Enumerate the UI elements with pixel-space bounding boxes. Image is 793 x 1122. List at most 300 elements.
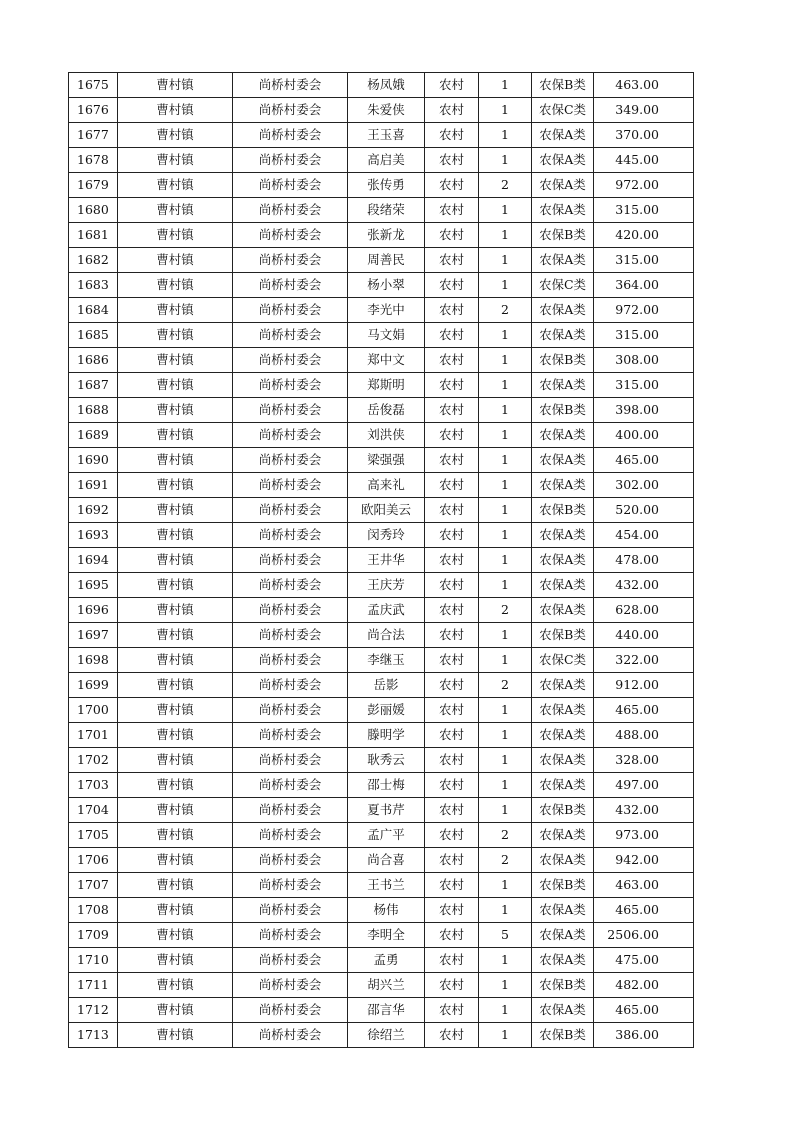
amount-cell: 465.00 [594, 698, 694, 723]
insurance-category-cell: 农保A类 [532, 823, 594, 848]
row-number: 1691 [69, 473, 118, 498]
household-count-cell: 1 [479, 948, 532, 973]
name-cell: 梁强强 [348, 448, 425, 473]
table-row [69, 98, 694, 123]
household-count-cell: 1 [479, 323, 532, 348]
row-number: 1697 [69, 623, 118, 648]
area-type-cell: 农村 [425, 773, 479, 798]
area-type-cell: 农村 [425, 898, 479, 923]
area-type-cell: 农村 [425, 573, 479, 598]
area-type-cell: 农村 [425, 998, 479, 1023]
amount-cell: 465.00 [594, 448, 694, 473]
table-row [69, 848, 694, 873]
village-cell: 尚桥村委会 [233, 523, 348, 548]
row-number: 1696 [69, 598, 118, 623]
village-cell: 尚桥村委会 [233, 648, 348, 673]
table-row [69, 198, 694, 223]
household-count-cell: 1 [479, 973, 532, 998]
amount-cell: 322.00 [594, 648, 694, 673]
name-cell: 张传勇 [348, 173, 425, 198]
amount-cell: 420.00 [594, 223, 694, 248]
insurance-category-cell: 农保B类 [532, 973, 594, 998]
insurance-category-cell: 农保A类 [532, 323, 594, 348]
town-cell: 曹村镇 [118, 273, 233, 298]
amount-cell: 349.00 [594, 98, 694, 123]
insurance-category-cell: 农保A类 [532, 298, 594, 323]
row-number: 1708 [69, 898, 118, 923]
village-cell: 尚桥村委会 [233, 173, 348, 198]
area-type-cell: 农村 [425, 173, 479, 198]
name-cell: 闵秀玲 [348, 523, 425, 548]
town-cell: 曹村镇 [118, 623, 233, 648]
name-cell: 马文娟 [348, 323, 425, 348]
table-row [69, 173, 694, 198]
row-number: 1687 [69, 373, 118, 398]
insurance-category-cell: 农保A类 [532, 198, 594, 223]
name-cell: 尚合喜 [348, 848, 425, 873]
amount-cell: 386.00 [594, 1023, 694, 1048]
village-cell: 尚桥村委会 [233, 948, 348, 973]
insurance-category-cell: 农保B类 [532, 498, 594, 523]
household-count-cell: 1 [479, 998, 532, 1023]
town-cell: 曹村镇 [118, 348, 233, 373]
row-number: 1699 [69, 673, 118, 698]
name-cell: 邵士梅 [348, 773, 425, 798]
table-row [69, 748, 694, 773]
town-cell: 曹村镇 [118, 823, 233, 848]
household-count-cell: 5 [479, 923, 532, 948]
row-number: 1707 [69, 873, 118, 898]
village-cell: 尚桥村委会 [233, 373, 348, 398]
area-type-cell: 农村 [425, 198, 479, 223]
town-cell: 曹村镇 [118, 798, 233, 823]
village-cell: 尚桥村委会 [233, 298, 348, 323]
name-cell: 孟勇 [348, 948, 425, 973]
insurance-category-cell: 农保A类 [532, 248, 594, 273]
household-count-cell: 2 [479, 673, 532, 698]
area-type-cell: 农村 [425, 423, 479, 448]
village-cell: 尚桥村委会 [233, 973, 348, 998]
table-row [69, 448, 694, 473]
household-count-cell: 1 [479, 98, 532, 123]
row-number: 1684 [69, 298, 118, 323]
insurance-category-cell: 农保A类 [532, 173, 594, 198]
table-row [69, 698, 694, 723]
town-cell: 曹村镇 [118, 173, 233, 198]
name-cell: 孟庆武 [348, 598, 425, 623]
name-cell: 岳俊磊 [348, 398, 425, 423]
village-cell: 尚桥村委会 [233, 748, 348, 773]
amount-cell: 308.00 [594, 348, 694, 373]
amount-cell: 973.00 [594, 823, 694, 848]
town-cell: 曹村镇 [118, 698, 233, 723]
insurance-category-cell: 农保A类 [532, 848, 594, 873]
insurance-category-cell: 农保A类 [532, 723, 594, 748]
area-type-cell: 农村 [425, 948, 479, 973]
area-type-cell: 农村 [425, 648, 479, 673]
row-number: 1676 [69, 98, 118, 123]
town-cell: 曹村镇 [118, 148, 233, 173]
amount-cell: 972.00 [594, 298, 694, 323]
town-cell: 曹村镇 [118, 548, 233, 573]
village-cell: 尚桥村委会 [233, 473, 348, 498]
name-cell: 岳影 [348, 673, 425, 698]
village-cell: 尚桥村委会 [233, 1023, 348, 1048]
insurance-category-cell: 农保A类 [532, 523, 594, 548]
table-row [69, 773, 694, 798]
row-number: 1713 [69, 1023, 118, 1048]
amount-cell: 463.00 [594, 873, 694, 898]
row-number: 1693 [69, 523, 118, 548]
town-cell: 曹村镇 [118, 223, 233, 248]
village-cell: 尚桥村委会 [233, 998, 348, 1023]
household-count-cell: 1 [479, 498, 532, 523]
table-row [69, 523, 694, 548]
household-count-cell: 1 [479, 573, 532, 598]
insurance-category-cell: 农保C类 [532, 273, 594, 298]
table-row [69, 323, 694, 348]
row-number: 1712 [69, 998, 118, 1023]
household-count-cell: 1 [479, 123, 532, 148]
table-row [69, 1023, 694, 1048]
village-cell: 尚桥村委会 [233, 148, 348, 173]
village-cell: 尚桥村委会 [233, 873, 348, 898]
table-row [69, 373, 694, 398]
area-type-cell: 农村 [425, 523, 479, 548]
name-cell: 段绪荣 [348, 198, 425, 223]
village-cell: 尚桥村委会 [233, 773, 348, 798]
town-cell: 曹村镇 [118, 498, 233, 523]
household-count-cell: 1 [479, 773, 532, 798]
row-number: 1686 [69, 348, 118, 373]
row-number: 1692 [69, 498, 118, 523]
row-number: 1685 [69, 323, 118, 348]
name-cell: 邵言华 [348, 998, 425, 1023]
village-cell: 尚桥村委会 [233, 798, 348, 823]
roster-table [68, 72, 694, 1048]
household-count-cell: 1 [479, 373, 532, 398]
insurance-category-cell: 农保A类 [532, 473, 594, 498]
row-number: 1704 [69, 798, 118, 823]
row-number: 1705 [69, 823, 118, 848]
table-row [69, 923, 694, 948]
village-cell: 尚桥村委会 [233, 223, 348, 248]
table-row [69, 823, 694, 848]
area-type-cell: 农村 [425, 673, 479, 698]
household-count-cell: 1 [479, 448, 532, 473]
name-cell: 高来礼 [348, 473, 425, 498]
row-number: 1682 [69, 248, 118, 273]
area-type-cell: 农村 [425, 98, 479, 123]
name-cell: 周善民 [348, 248, 425, 273]
village-cell: 尚桥村委会 [233, 698, 348, 723]
amount-cell: 912.00 [594, 673, 694, 698]
row-number: 1711 [69, 973, 118, 998]
row-number: 1680 [69, 198, 118, 223]
amount-cell: 315.00 [594, 198, 694, 223]
table-row [69, 623, 694, 648]
area-type-cell: 农村 [425, 548, 479, 573]
insurance-category-cell: 农保A类 [532, 773, 594, 798]
amount-cell: 972.00 [594, 173, 694, 198]
household-count-cell: 1 [479, 73, 532, 98]
area-type-cell: 农村 [425, 973, 479, 998]
area-type-cell: 农村 [425, 923, 479, 948]
insurance-category-cell: 农保B类 [532, 398, 594, 423]
table-row [69, 298, 694, 323]
village-cell: 尚桥村委会 [233, 273, 348, 298]
row-number: 1709 [69, 923, 118, 948]
town-cell: 曹村镇 [118, 848, 233, 873]
town-cell: 曹村镇 [118, 73, 233, 98]
name-cell: 王井华 [348, 548, 425, 573]
town-cell: 曹村镇 [118, 948, 233, 973]
town-cell: 曹村镇 [118, 98, 233, 123]
area-type-cell: 农村 [425, 848, 479, 873]
table-row [69, 573, 694, 598]
name-cell: 杨凤娥 [348, 73, 425, 98]
name-cell: 胡兴兰 [348, 973, 425, 998]
household-count-cell: 1 [479, 548, 532, 573]
insurance-category-cell: 农保A类 [532, 923, 594, 948]
row-number: 1675 [69, 73, 118, 98]
amount-cell: 488.00 [594, 723, 694, 748]
village-cell: 尚桥村委会 [233, 848, 348, 873]
table-row [69, 548, 694, 573]
town-cell: 曹村镇 [118, 373, 233, 398]
village-cell: 尚桥村委会 [233, 673, 348, 698]
town-cell: 曹村镇 [118, 598, 233, 623]
town-cell: 曹村镇 [118, 248, 233, 273]
table-row [69, 73, 694, 98]
insurance-category-cell: 农保B类 [532, 873, 594, 898]
area-type-cell: 农村 [425, 823, 479, 848]
table-row [69, 898, 694, 923]
household-count-cell: 1 [479, 748, 532, 773]
area-type-cell: 农村 [425, 248, 479, 273]
area-type-cell: 农村 [425, 748, 479, 773]
household-count-cell: 1 [479, 398, 532, 423]
area-type-cell: 农村 [425, 598, 479, 623]
town-cell: 曹村镇 [118, 123, 233, 148]
table-row [69, 148, 694, 173]
amount-cell: 364.00 [594, 273, 694, 298]
name-cell: 杨小翠 [348, 273, 425, 298]
table-row [69, 648, 694, 673]
town-cell: 曹村镇 [118, 523, 233, 548]
insurance-category-cell: 农保A类 [532, 573, 594, 598]
row-number: 1677 [69, 123, 118, 148]
name-cell: 李继玉 [348, 648, 425, 673]
amount-cell: 465.00 [594, 998, 694, 1023]
household-count-cell: 1 [479, 223, 532, 248]
town-cell: 曹村镇 [118, 673, 233, 698]
row-number: 1701 [69, 723, 118, 748]
town-cell: 曹村镇 [118, 898, 233, 923]
household-count-cell: 1 [479, 423, 532, 448]
town-cell: 曹村镇 [118, 923, 233, 948]
insurance-category-cell: 农保B类 [532, 223, 594, 248]
row-number: 1683 [69, 273, 118, 298]
town-cell: 曹村镇 [118, 198, 233, 223]
amount-cell: 942.00 [594, 848, 694, 873]
village-cell: 尚桥村委会 [233, 448, 348, 473]
village-cell: 尚桥村委会 [233, 348, 348, 373]
town-cell: 曹村镇 [118, 973, 233, 998]
area-type-cell: 农村 [425, 873, 479, 898]
town-cell: 曹村镇 [118, 723, 233, 748]
village-cell: 尚桥村委会 [233, 498, 348, 523]
roster-body [69, 73, 694, 1048]
area-type-cell: 农村 [425, 723, 479, 748]
insurance-category-cell: 农保A类 [532, 548, 594, 573]
household-count-cell: 1 [479, 623, 532, 648]
area-type-cell: 农村 [425, 698, 479, 723]
village-cell: 尚桥村委会 [233, 423, 348, 448]
area-type-cell: 农村 [425, 373, 479, 398]
area-type-cell: 农村 [425, 148, 479, 173]
row-number: 1710 [69, 948, 118, 973]
amount-cell: 454.00 [594, 523, 694, 548]
household-count-cell: 1 [479, 523, 532, 548]
row-number: 1681 [69, 223, 118, 248]
amount-cell: 302.00 [594, 473, 694, 498]
area-type-cell: 农村 [425, 298, 479, 323]
name-cell: 刘洪侠 [348, 423, 425, 448]
household-count-cell: 1 [479, 648, 532, 673]
table-row [69, 473, 694, 498]
area-type-cell: 农村 [425, 273, 479, 298]
town-cell: 曹村镇 [118, 773, 233, 798]
area-type-cell: 农村 [425, 798, 479, 823]
town-cell: 曹村镇 [118, 998, 233, 1023]
row-number: 1678 [69, 148, 118, 173]
name-cell: 朱爱侠 [348, 98, 425, 123]
household-count-cell: 1 [479, 248, 532, 273]
household-count-cell: 1 [479, 723, 532, 748]
insurance-category-cell: 农保A类 [532, 748, 594, 773]
name-cell: 夏书芹 [348, 798, 425, 823]
town-cell: 曹村镇 [118, 323, 233, 348]
table-row [69, 223, 694, 248]
amount-cell: 478.00 [594, 548, 694, 573]
name-cell: 欧阳美云 [348, 498, 425, 523]
insurance-category-cell: 农保A类 [532, 423, 594, 448]
town-cell: 曹村镇 [118, 648, 233, 673]
amount-cell: 520.00 [594, 498, 694, 523]
town-cell: 曹村镇 [118, 573, 233, 598]
town-cell: 曹村镇 [118, 873, 233, 898]
name-cell: 尚合法 [348, 623, 425, 648]
area-type-cell: 农村 [425, 398, 479, 423]
insurance-category-cell: 农保A类 [532, 373, 594, 398]
insurance-category-cell: 农保A类 [532, 598, 594, 623]
household-count-cell: 1 [479, 473, 532, 498]
area-type-cell: 农村 [425, 448, 479, 473]
village-cell: 尚桥村委会 [233, 248, 348, 273]
village-cell: 尚桥村委会 [233, 723, 348, 748]
insurance-category-cell: 农保C类 [532, 98, 594, 123]
amount-cell: 315.00 [594, 373, 694, 398]
table-row [69, 673, 694, 698]
table-row [69, 398, 694, 423]
name-cell: 郑斯明 [348, 373, 425, 398]
table-row [69, 498, 694, 523]
name-cell: 郑中文 [348, 348, 425, 373]
name-cell: 张新龙 [348, 223, 425, 248]
row-number: 1698 [69, 648, 118, 673]
household-count-cell: 2 [479, 823, 532, 848]
row-number: 1702 [69, 748, 118, 773]
household-count-cell: 2 [479, 173, 532, 198]
amount-cell: 370.00 [594, 123, 694, 148]
table-row [69, 123, 694, 148]
town-cell: 曹村镇 [118, 298, 233, 323]
name-cell: 彭丽媛 [348, 698, 425, 723]
amount-cell: 463.00 [594, 73, 694, 98]
amount-cell: 432.00 [594, 573, 694, 598]
insurance-category-cell: 农保B类 [532, 623, 594, 648]
area-type-cell: 农村 [425, 623, 479, 648]
insurance-category-cell: 农保A类 [532, 948, 594, 973]
household-count-cell: 2 [479, 848, 532, 873]
insurance-category-cell: 农保A类 [532, 448, 594, 473]
household-count-cell: 1 [479, 1023, 532, 1048]
insurance-category-cell: 农保A类 [532, 148, 594, 173]
area-type-cell: 农村 [425, 498, 479, 523]
area-type-cell: 农村 [425, 473, 479, 498]
table-row [69, 423, 694, 448]
name-cell: 高启美 [348, 148, 425, 173]
village-cell: 尚桥村委会 [233, 548, 348, 573]
household-count-cell: 2 [479, 598, 532, 623]
table-row [69, 873, 694, 898]
household-count-cell: 1 [479, 148, 532, 173]
insurance-category-cell: 农保A类 [532, 898, 594, 923]
insurance-category-cell: 农保B类 [532, 348, 594, 373]
town-cell: 曹村镇 [118, 1023, 233, 1048]
name-cell: 李光中 [348, 298, 425, 323]
town-cell: 曹村镇 [118, 473, 233, 498]
village-cell: 尚桥村委会 [233, 598, 348, 623]
table-row [69, 998, 694, 1023]
name-cell: 王玉喜 [348, 123, 425, 148]
household-count-cell: 1 [479, 798, 532, 823]
amount-cell: 445.00 [594, 148, 694, 173]
amount-cell: 398.00 [594, 398, 694, 423]
row-number: 1695 [69, 573, 118, 598]
name-cell: 滕明学 [348, 723, 425, 748]
amount-cell: 315.00 [594, 248, 694, 273]
amount-cell: 465.00 [594, 898, 694, 923]
area-type-cell: 农村 [425, 223, 479, 248]
household-count-cell: 1 [479, 273, 532, 298]
town-cell: 曹村镇 [118, 448, 233, 473]
insurance-category-cell: 农保A类 [532, 673, 594, 698]
amount-cell: 432.00 [594, 798, 694, 823]
village-cell: 尚桥村委会 [233, 823, 348, 848]
insurance-category-cell: 农保B类 [532, 798, 594, 823]
area-type-cell: 农村 [425, 73, 479, 98]
amount-cell: 2506.00 [594, 923, 694, 948]
name-cell: 王庆芳 [348, 573, 425, 598]
table-row [69, 948, 694, 973]
village-cell: 尚桥村委会 [233, 573, 348, 598]
village-cell: 尚桥村委会 [233, 123, 348, 148]
area-type-cell: 农村 [425, 348, 479, 373]
row-number: 1700 [69, 698, 118, 723]
amount-cell: 482.00 [594, 973, 694, 998]
